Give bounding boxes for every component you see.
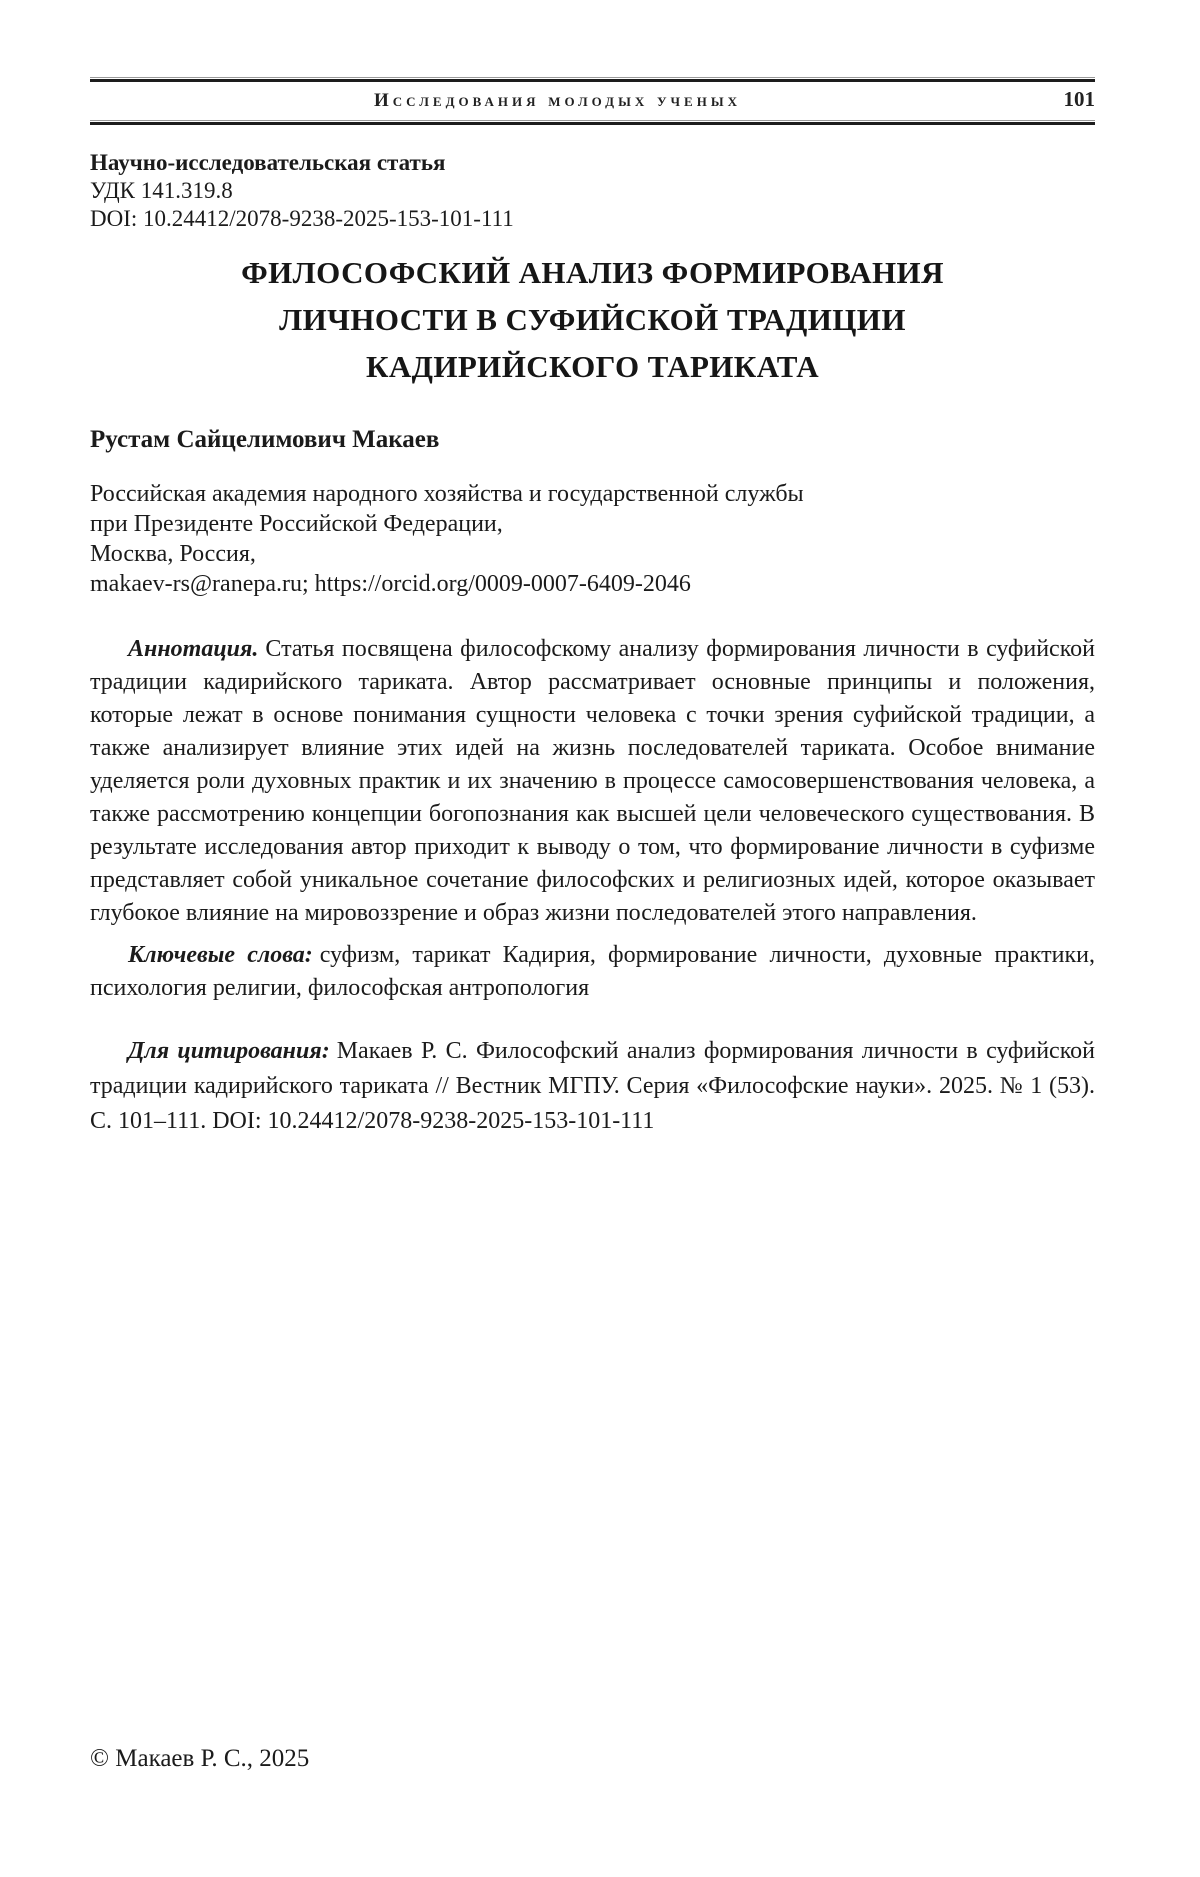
citation-label: Для цитирования: xyxy=(128,1038,330,1064)
article-meta xyxy=(90,149,1095,233)
page-number: 101 xyxy=(1063,87,1095,111)
abstract-paragraph xyxy=(90,633,1095,930)
abstract-text: Статья посвящена философскому анализу формирования личности в суфийской традиции кадирийского тариката. Автор рассматривает основные принципы и положения, которые лежат в основе понимания сущности человека с точки зрения суфийской традиции, а также анализирует влияние этих идей на жизнь последователей тариката. Особое внимание уделяется роли духовных практик и их значению в процессе самосовершенствования человека, а также рассмотрению концепции богопознания как высшей цели человеческого существования. В результате исследования автор приходит к выводу о том, что формирование личности в суфизме представляет собой уникальное сочетание философских и религиозных идей, которое оказывает глубокое влияние на мировоззрение и образ жизни последователей этого направления. xyxy=(90,636,1095,926)
keywords-paragraph xyxy=(90,939,1095,1005)
text-column xyxy=(90,77,1095,1139)
citation-text: Макаев Р. С. Философский анализ формирования личности в суфийской традиции кадирийского тариката // Вестник МГПУ. Серия «Философские науки». 2025. № 1 (53). С. 101–111. DOI: 10.24412/2078-9238-2025-153-101-111 xyxy=(90,1038,1095,1134)
copyright-line: © Макаев Р. С., 2025 xyxy=(90,1745,310,1772)
title-line-2: ЛИЧНОСТИ В СУФИЙСКОЙ ТРАДИЦИИ xyxy=(279,302,906,337)
affiliation-line: при Президенте Российской Федерации, xyxy=(90,511,503,537)
title-line-3: КАДИРИЙСКОГО ТАРИКАТА xyxy=(365,349,820,384)
udk-line: УДК 141.319.8 xyxy=(90,178,233,203)
section-title: Исследования молодых ученых xyxy=(374,90,741,111)
doi-line: DOI: 10.24412/2078-9238-2025-153-101-111 xyxy=(90,206,514,231)
affiliation-contact-line: makaev-rs@ranepa.ru; https://orcid.org/0009-0007-6409-2046 xyxy=(90,571,691,597)
title-line-1: ФИЛОСОФСКИЙ АНАЛИЗ ФОРМИРОВАНИЯ xyxy=(241,255,944,290)
abstract-label: Аннотация. xyxy=(128,636,259,662)
running-header xyxy=(90,80,1095,120)
keywords-label: Ключевые слова: xyxy=(128,942,313,968)
document-page xyxy=(0,77,1200,1772)
article-title xyxy=(90,249,1095,390)
affiliation-line: Москва, Россия, xyxy=(90,541,256,567)
affiliation-line: Российская академия народного хозяйства и государственной службы xyxy=(90,481,804,507)
author-affiliation xyxy=(90,479,1095,599)
article-type-label: Научно-исследовательская статья xyxy=(90,150,446,175)
keywords-text: суфизм, тарикат Кадирия, формирование личности, духовные практики, психология религии, философская антропология xyxy=(90,942,1095,1001)
author-name: Рустам Сайцелимович Макаев xyxy=(90,426,440,453)
header-bottom-rule xyxy=(90,120,1095,123)
citation-paragraph xyxy=(90,1034,1095,1139)
